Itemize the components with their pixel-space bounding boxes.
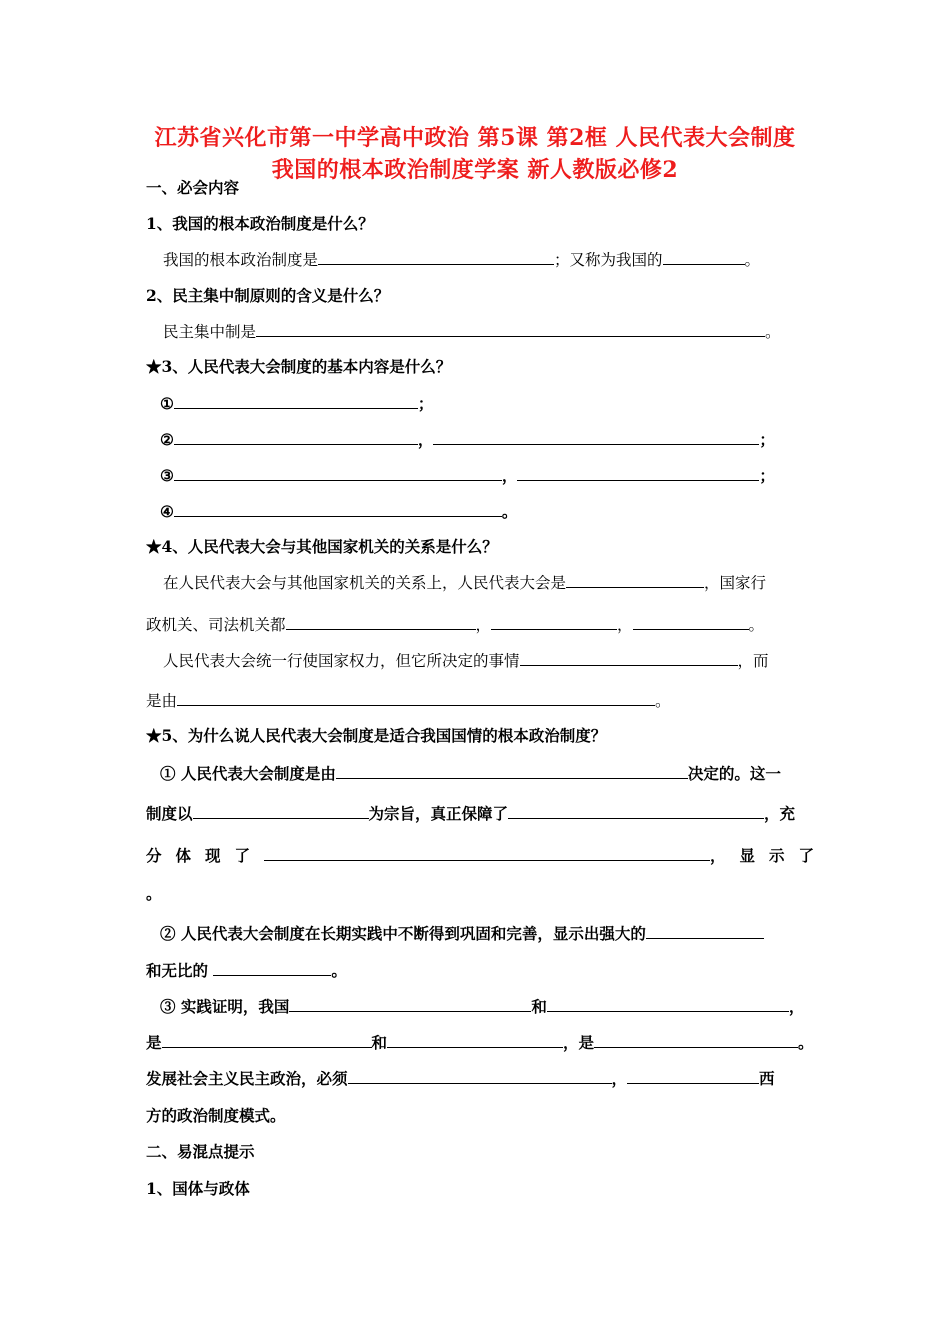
blank[interactable] [174, 429, 418, 445]
answer-5-line-2: 制度以 为宗旨，真正保障了 ，充 [146, 804, 796, 823]
answer-3-item-1: ① ； [160, 394, 434, 413]
document-title-line-2: 我国的根本政治制度学案 新人教版必修2 [271, 157, 679, 183]
document-title-line-1: 江苏省兴化市第一中学高中政治 第5课 第2框 人民代表大会制度 [154, 125, 796, 151]
blank[interactable] [627, 1068, 759, 1084]
blank[interactable] [213, 960, 331, 976]
question-5: ★5、为什么说人民代表大会制度是适合我国国情的根本政治制度？ [146, 726, 607, 745]
question-2: 2、民主集中制原则的含义是什么？ [146, 286, 390, 305]
section-heading-1: 一、必会内容 [146, 178, 240, 197]
blank[interactable] [663, 249, 745, 265]
answer-5-line-1: ① 人民代表大会制度是由 决定的。这一 [160, 764, 781, 783]
answer-5-line-9: 发展社会主义民主政治，必须 ， 西 [146, 1069, 775, 1088]
blank[interactable] [174, 393, 418, 409]
answer-5-line-5: ② 人民代表大会制度在长期实践中不断得到巩固和完善，显示出强大的 [160, 923, 764, 944]
blank[interactable] [193, 803, 369, 819]
blank[interactable] [162, 1032, 372, 1048]
section-heading-2: 二、易混点提示 [146, 1142, 255, 1161]
answer-3-item-2: ② ， ； [160, 430, 775, 449]
blank[interactable] [256, 321, 765, 337]
blank[interactable] [520, 650, 738, 666]
blank[interactable] [289, 996, 531, 1012]
answer-2: 民主集中制是 。 [163, 323, 781, 341]
answer-5-line-4: 。 [146, 884, 162, 903]
question-3: ★3、人民代表大会制度的基本内容是什么？ [146, 357, 452, 376]
blank[interactable] [336, 763, 688, 779]
tip-item-1: 1、国体与政体 [146, 1179, 250, 1198]
blank[interactable] [348, 1068, 612, 1084]
blank[interactable] [264, 845, 710, 861]
blank[interactable] [547, 996, 789, 1012]
answer-4-line-3: 人民代表大会统一行使国家权力，但它所决定的事情 ，而 [163, 652, 769, 670]
blank[interactable] [286, 614, 476, 630]
question-1: 1、我国的根本政治制度是什么？ [146, 214, 374, 233]
answer-5-line-8: 是 和 ，是 。 [146, 1033, 814, 1052]
blank[interactable] [387, 1032, 563, 1048]
blank[interactable] [566, 572, 704, 588]
blank[interactable] [517, 465, 759, 481]
answer-4-line-1: 在人民代表大会与其他国家机关的关系上，人民代表大会是 ，国家行 [163, 574, 767, 592]
blank[interactable] [491, 614, 617, 630]
answer-5-line-10: 方的政治制度模式。 [146, 1106, 286, 1125]
answer-3-item-3: ③ ， ； [160, 466, 775, 485]
blank[interactable] [174, 465, 502, 481]
answer-4-line-2: 政机关、司法机关都 ， ， 。 [146, 616, 765, 634]
answer-5-line-3: 分体现了 ，显示了 [146, 846, 829, 865]
blank[interactable] [633, 614, 749, 630]
question-4: ★4、人民代表大会与其他国家机关的关系是什么？ [146, 537, 498, 556]
answer-5-line-6: 和无比的 。 [146, 961, 347, 980]
answer-5-line-7: ③ 实践证明，我国 和 ， [160, 997, 805, 1016]
blank[interactable] [174, 501, 502, 517]
blank[interactable] [177, 690, 655, 706]
blank[interactable] [508, 803, 764, 819]
answer-1: 我国的根本政治制度是 ；又称为我国的 。 [163, 251, 761, 269]
blank[interactable] [433, 429, 759, 445]
blank[interactable] [646, 923, 764, 939]
answer-3-item-4: ④ 。 [160, 502, 518, 521]
answer-4-line-4: 是由 。 [146, 692, 671, 710]
blank[interactable] [594, 1032, 798, 1048]
blank[interactable] [318, 249, 554, 265]
